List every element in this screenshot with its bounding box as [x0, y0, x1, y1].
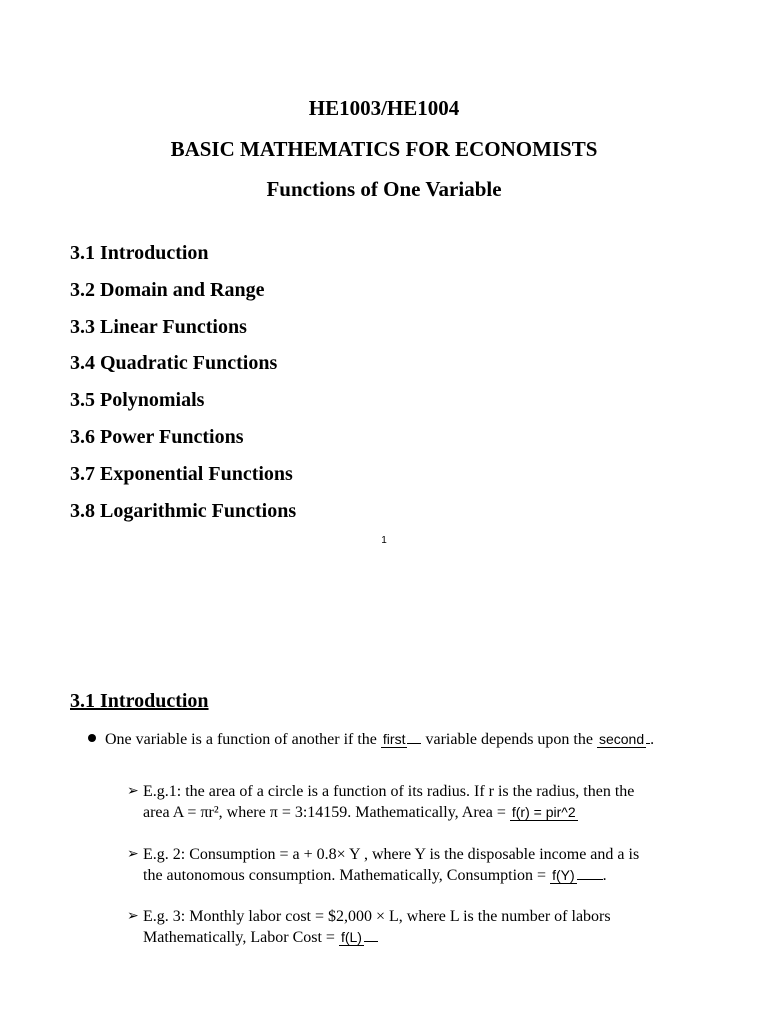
- blank-line: [407, 743, 421, 744]
- example-3-line2: Mathematically, Labor Cost =: [143, 929, 339, 946]
- example-2: [127, 844, 699, 886]
- fill-in-second: second: [598, 731, 645, 747]
- blank-line: [364, 941, 378, 942]
- example-2-line2: the autonomous consumption. Mathematically, Consumption =: [143, 867, 551, 884]
- example-2-end: .: [602, 867, 607, 884]
- example-1-answer: f(r) = pir^2: [511, 804, 576, 820]
- example-2-answer: f(Y): [552, 867, 575, 883]
- example-3-answer: f(L): [340, 929, 362, 945]
- toc-item: 3.5 Polynomials: [70, 389, 205, 412]
- toc-item: 3.1 Introduction: [70, 242, 209, 264]
- toc-item: 3.2 Domain and Range: [70, 278, 265, 301]
- arrow-bullet-icon: ➢: [127, 909, 139, 924]
- toc-item: 3.7 Exponential Functions: [70, 462, 293, 485]
- example-1-line2: area A = πr², where π = 3:14159. Mathematically, Area =: [143, 804, 510, 821]
- toc-item: 3.6 Power Functions: [70, 425, 244, 448]
- example-3: [127, 906, 699, 948]
- example-1: [127, 781, 699, 823]
- course-code: HE1003/HE1004: [308, 96, 460, 120]
- toc-item: 3.3 Linear Functions: [70, 315, 247, 338]
- definition-bullet: [88, 731, 654, 749]
- fill-in-first: first: [382, 731, 406, 747]
- toc-item: 3.4 Quadratic Functions: [70, 352, 278, 375]
- bullet-text-end: .: [650, 731, 655, 748]
- example-2-line1: E.g. 2: Consumption = a + 0.8× Y , where Y is the disposable income and a is: [143, 846, 640, 863]
- bullet-text-before: One variable is a function of another if the: [105, 731, 381, 748]
- course-title: BASIC MATHEMATICS FOR ECONOMISTS: [170, 137, 598, 161]
- blank-line: [577, 879, 603, 880]
- chapter-title: Functions of One Variable: [266, 177, 502, 201]
- section-heading: 3.1 Introduction: [70, 690, 209, 712]
- example-1-line1: E.g.1: the area of a circle is a function of its radius. If r is the radius, then the: [143, 783, 635, 800]
- page-number: 1: [381, 535, 387, 546]
- bullet-text-middle: variable depends upon the: [421, 731, 597, 748]
- example-3-line1: E.g. 3: Monthly labor cost = $2,000 × L, where L is the number of labors: [143, 908, 611, 925]
- toc-item: 3.8 Logarithmic Functions: [70, 499, 297, 522]
- table-of-contents: [70, 241, 296, 535]
- bullet-dot-icon: [88, 734, 96, 742]
- arrow-bullet-icon: ➢: [127, 784, 139, 799]
- arrow-bullet-icon: ➢: [127, 847, 139, 862]
